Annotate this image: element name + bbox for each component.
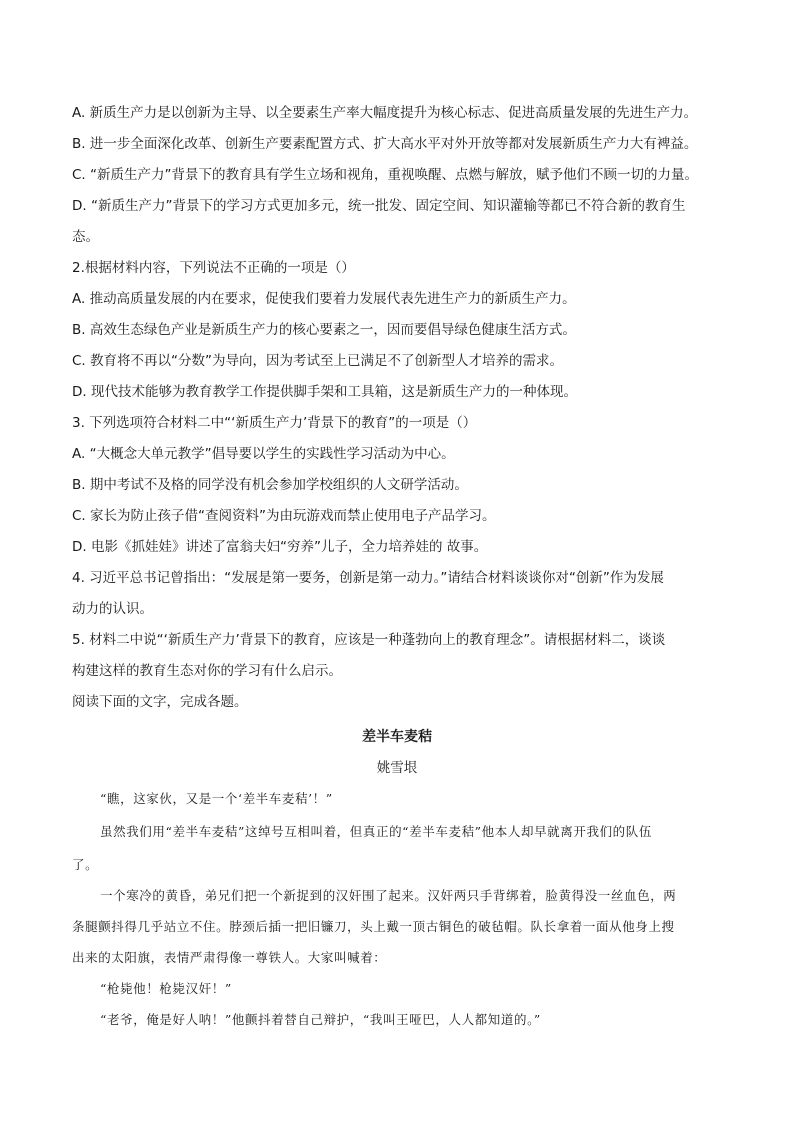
story-paragraph-4: “枪毙他！枪毙汉奸！” bbox=[100, 981, 232, 996]
q2-option-d: D. 现代技术能够为教育教学工作提供脚手架和工具箱，这是新质生产力的一种体现。 bbox=[72, 384, 577, 400]
q3-option-a: A. “大概念大单元教学”倡导要以学生的实践性学习活动为中心。 bbox=[72, 446, 455, 462]
q5-stem-continued: 构建这样的教育生态对你的学习有什么启示。 bbox=[72, 663, 342, 679]
q1-option-d-continued: 态。 bbox=[72, 229, 99, 245]
story-author: 姚雪垠 bbox=[376, 760, 418, 776]
q3-option-c: C. 家长为防止孩子借“查阅资料”为由玩游戏而禁止使用电子产品学习。 bbox=[72, 508, 496, 524]
story-paragraph-2: 虽然我们用“差半车麦秸”这绰号互相叫着，但真正的“差半车麦秸”他本人却早就离开我们的队伍 bbox=[100, 824, 652, 839]
q3-stem: 3. 下列选项符合材料二中“‘新质生产力’背景下的教育”的一项是（） bbox=[72, 415, 477, 431]
story-paragraph-3: 一个寒冷的黄昏，弟兄们把一个新捉到的汉奸围了起来。汉奸两只手背绑着，脸黄得没一丝血色，两 bbox=[100, 888, 677, 903]
story-paragraph-1: “瞧，这家伙，又是一个‘差半车麦秸’！” bbox=[100, 791, 333, 806]
q3-option-b: B. 期中考试不及格的同学没有机会参加学校组织的人文研学活动。 bbox=[72, 477, 468, 493]
q1-option-c: C. “新质生产力”背景下的教育具有学生立场和视角，重视唤醒、点燃与解放，赋予他们不顾一切的力量。 bbox=[72, 167, 698, 183]
q2-option-b: B. 高效生态绿色产业是新质生产力的核心要素之一，因而要倡导绿色健康生活方式。 bbox=[72, 322, 576, 338]
q4-stem-continued: 动力的认识。 bbox=[72, 601, 153, 617]
q5-stem: 5. 材料二中说“‘新质生产力’背景下的教育，应该是一种蓬勃向上的教育理念”。请根据材料二，谈谈 bbox=[72, 632, 666, 648]
reading-instruction: 阅读下面的文字，完成各题。 bbox=[72, 694, 248, 710]
q3-option-d: D. 电影《抓娃娃》讲述了富翁夫妇“穷养”儿子，全力培养娃的 故事。 bbox=[72, 539, 488, 555]
q1-option-a: A. 新质生产力是以创新为主导、以全要素生产率大幅度提升为核心标志、促进高质量发展的先进生产力。 bbox=[72, 105, 698, 121]
story-paragraph-5: “老爷，俺是好人呐！”他颤抖着替自己辩护，“我叫王哑巴，人人都知道的。” bbox=[100, 1012, 541, 1027]
story-paragraph-3-line-3: 出来的太阳旗，表情严肃得像一尊铁人。大家叫喊着： bbox=[72, 950, 387, 965]
q1-option-b: B. 进一步全面深化改革、创新生产要素配置方式、扩大高水平对外开放等都对发展新质生产力大有裨益。 bbox=[72, 136, 698, 152]
story-title: 差半车麦秸 bbox=[362, 729, 432, 745]
q1-option-d: D. “新质生产力”背景下的学习方式更加多元，统一批发、固定空间、知识灌输等都已不符合新的教育生 bbox=[72, 198, 686, 214]
q4-stem: 4. 习近平总书记曾指出：“发展是第一要务，创新是第一动力。”请结合材料谈谈你对“创新”作为发展 bbox=[72, 570, 664, 586]
q2-option-a: A. 推动高质量发展的内在要求，促使我们要着力发展代表先进生产力的新质生产力。 bbox=[72, 291, 576, 307]
q2-option-c: C. 教育将不再以“分数”为导向，因为考试至上已满足不了创新型人才培养的需求。 bbox=[72, 353, 563, 369]
story-paragraph-3-line-2: 条腿颤抖得几乎站立不住。脖颈后插一把旧镰刀，头上戴一顶古铜色的破毡帽。队长拿着一面从他身上搜 bbox=[72, 919, 675, 934]
q2-stem: 2.根据材料内容，下列说法不正确的一项是（） bbox=[72, 260, 355, 276]
story-paragraph-2-continued: 了。 bbox=[72, 857, 99, 872]
